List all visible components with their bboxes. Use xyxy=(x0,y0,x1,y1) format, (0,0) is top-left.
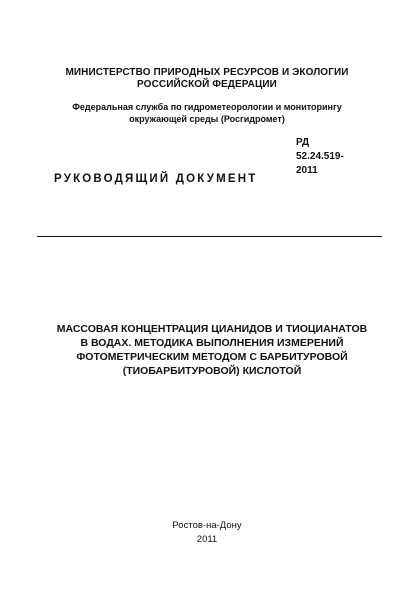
document-type-row xyxy=(0,136,414,210)
document-code-line: 52.24.519- xyxy=(296,151,344,162)
document-code xyxy=(296,136,344,178)
publication-year: 2011 xyxy=(196,534,218,545)
document-type-label: РУКОВОДЯЩИЙ ДОКУМЕНТ xyxy=(54,173,258,185)
document-code-line: РД xyxy=(296,137,310,148)
document-title-line: МАССОВАЯ КОНЦЕНТРАЦИЯ ЦИАНИДОВ И ТИОЦИАНАТОВ xyxy=(56,323,368,335)
document-code-line: 2011 xyxy=(296,165,318,176)
horizontal-divider xyxy=(37,236,382,237)
ministry-name-line-2: РОССИЙСКОЙ ФЕДЕРАЦИИ xyxy=(137,79,277,90)
service-name-line-2: окружающей среды (Росгидромет) xyxy=(129,114,285,124)
document-title-line: (ТИОБАРБИТУРОВОЙ) КИСЛОТОЙ xyxy=(122,365,302,377)
publication-city: Ростов-на-Дону xyxy=(172,520,242,531)
ministry-name-line-1: МИНИСТЕРСТВО ПРИРОДНЫХ РЕСУРСОВ И ЭКОЛОГИИ xyxy=(65,67,349,78)
service-name-line-1: Федеральная служба по гидрометеорологии и мониторингу xyxy=(72,102,342,112)
document-title-line: В ВОДАХ. МЕТОДИКА ВЫПОЛНЕНИЯ ИЗМЕРЕНИЙ xyxy=(80,337,344,349)
document-title-line: ФОТОМЕТРИЧЕСКИМ МЕТОДОМ С БАРБИТУРОВОЙ xyxy=(76,351,348,363)
document-title xyxy=(52,322,372,378)
